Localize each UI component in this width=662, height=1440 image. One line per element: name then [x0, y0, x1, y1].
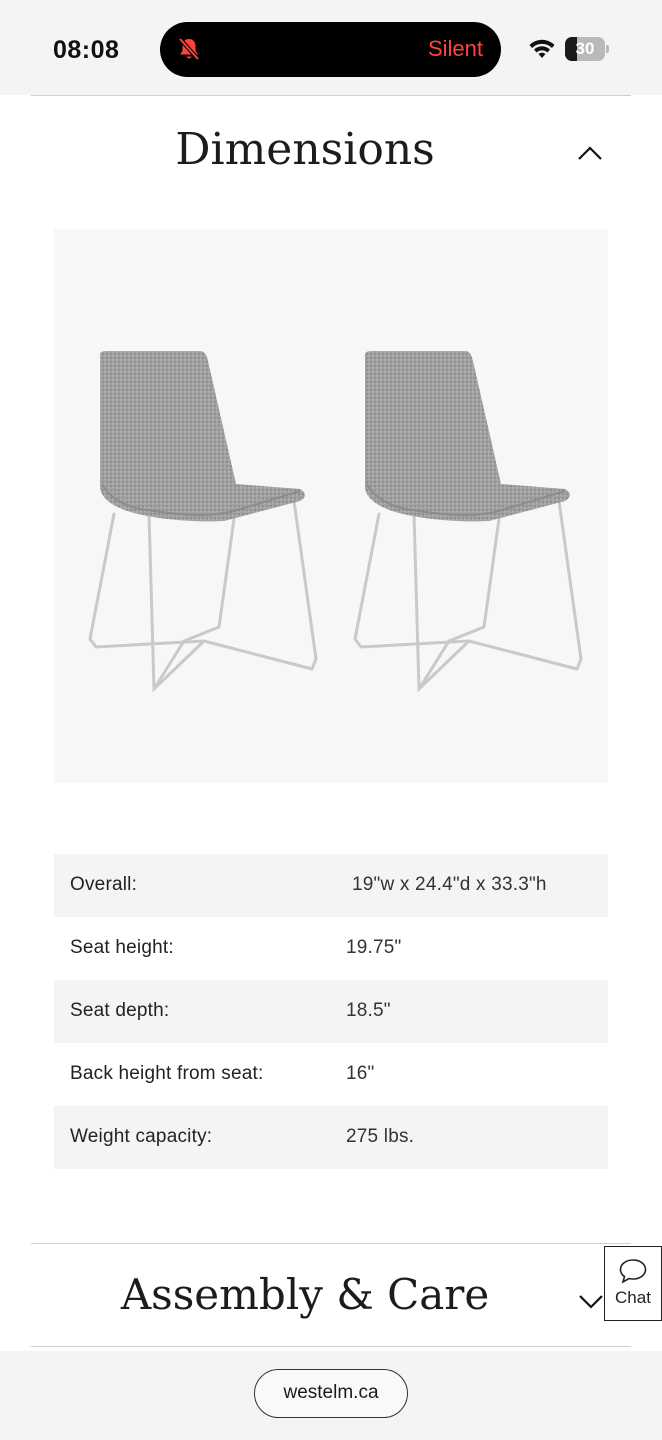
- url-bar[interactable]: westelm.ca: [254, 1369, 408, 1418]
- table-row: [54, 1106, 608, 1169]
- dimensions-table: [54, 854, 608, 1169]
- bell-slash-icon: [176, 36, 202, 62]
- chat-button[interactable]: [604, 1246, 662, 1321]
- browser-bottom-bar: [0, 1351, 662, 1440]
- spec-value: 16": [346, 1063, 375, 1084]
- spec-label: Seat depth:: [70, 1000, 170, 1021]
- spec-label: Overall:: [70, 874, 138, 895]
- status-bar: [0, 0, 662, 95]
- silent-mode-label: Silent: [427, 36, 483, 61]
- spec-label: Seat height:: [70, 937, 174, 958]
- table-row: [54, 917, 608, 980]
- divider-assembly-bottom: [31, 1346, 631, 1347]
- battery-icon: [565, 37, 605, 61]
- spec-label: Weight capacity:: [70, 1126, 213, 1147]
- chair-left: [90, 351, 316, 689]
- status-time: 08:08: [53, 36, 120, 64]
- table-row: [54, 854, 608, 917]
- battery-cap: [606, 45, 609, 53]
- chairs-illustration: [54, 229, 608, 783]
- spec-label: Back height from seat:: [70, 1063, 264, 1084]
- dimensions-title: Dimensions: [175, 124, 435, 175]
- chair-right: [355, 351, 581, 689]
- spec-value: 19.75": [346, 937, 402, 958]
- assembly-care-title[interactable]: Assembly & Care: [120, 1270, 490, 1319]
- spec-value: 18.5": [346, 1000, 391, 1021]
- chevron-down-icon[interactable]: [577, 1292, 605, 1310]
- chat-label: Chat: [615, 1288, 651, 1307]
- divider-assembly-top: [31, 1243, 631, 1244]
- spec-value: 275 lbs.: [346, 1126, 415, 1147]
- product-image: [54, 229, 608, 783]
- dynamic-island: [160, 22, 501, 77]
- table-row: [54, 980, 608, 1043]
- divider-top: [31, 95, 631, 96]
- wifi-icon: [528, 38, 556, 60]
- chevron-up-icon[interactable]: [576, 144, 604, 162]
- battery-percentage: 30: [575, 39, 595, 58]
- table-row: [54, 1043, 608, 1106]
- chat-bubble-icon: [618, 1257, 648, 1285]
- spec-value: 19"w x 24.4"d x 33.3"h: [352, 874, 547, 895]
